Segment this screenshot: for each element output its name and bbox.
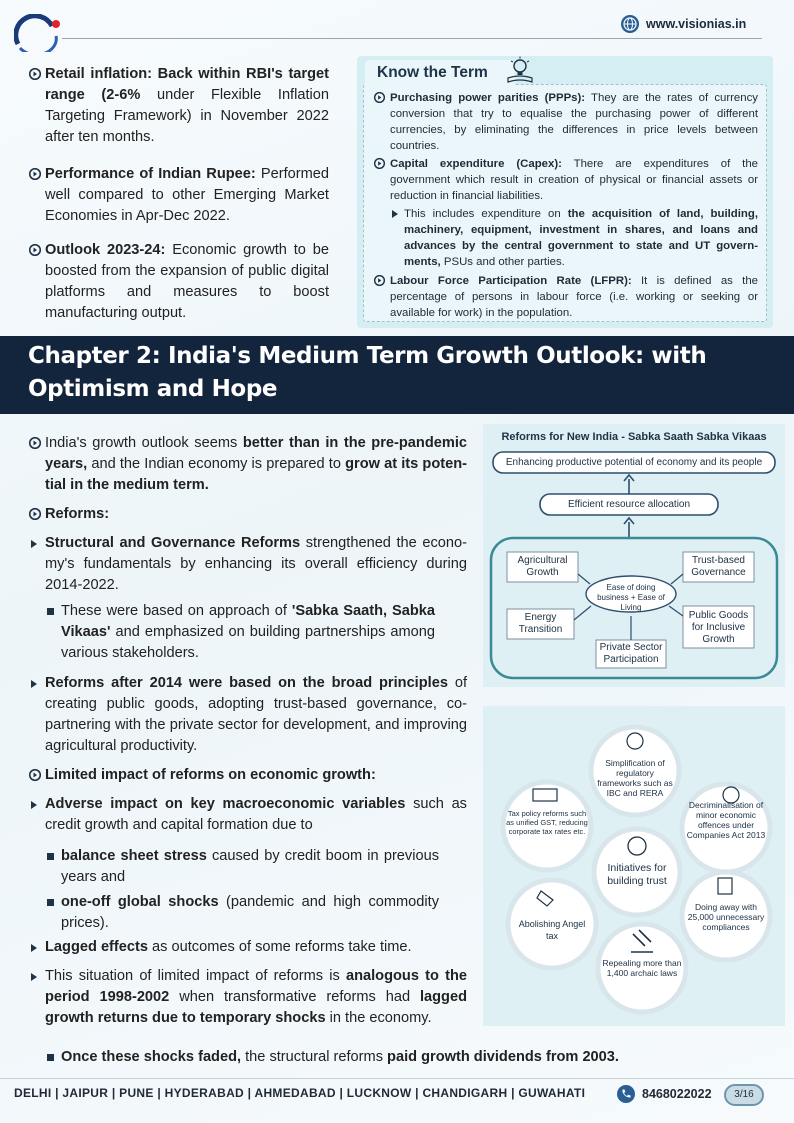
term-capex	[374, 156, 758, 204]
reforms-middle-box: Efficient resource allocation	[567, 499, 691, 510]
adverse-impact-item: Adverse impact on key macroeconomic variables such as credit growth and capital formation due to	[29, 794, 467, 836]
circle-arrow-icon	[29, 168, 41, 180]
circle-arrow-icon	[29, 769, 41, 781]
know-the-term-title: Know the Term	[365, 60, 515, 87]
header-rule	[62, 38, 762, 39]
balance-sheet-item: balance sheet stress caused by credit boom in previous years and	[45, 846, 439, 888]
node-private-sector: Private Sector Participation	[599, 642, 663, 665]
triangle-bullet-icon	[31, 540, 37, 548]
triangle-bullet-icon	[31, 944, 37, 952]
bullet-retail-inflation	[29, 64, 329, 148]
global-shocks-item: one-off global shocks (pandemic and high commodity prices).	[45, 892, 439, 934]
circle-arrow-icon	[374, 275, 385, 286]
visionias-logo	[14, 14, 64, 52]
term-capex-sub	[390, 206, 758, 270]
initiatives-center: Initiatives for building trust	[607, 862, 667, 887]
node-agricultural-growth: Agricultural Growth	[517, 555, 568, 578]
node-public-goods: Public Goods for Inclusive Growth	[688, 610, 749, 645]
outlook-text: Economic growth to be boosted from the expansion of public digital platforms and measures to boost manufacturing output.	[45, 242, 329, 321]
limited-impact-heading: Limited impact of reforms on economic growth:	[29, 765, 467, 786]
initiative-compliances: Doing away with 25,000 unnecessary compliances	[687, 902, 765, 932]
circle-arrow-icon	[29, 508, 41, 520]
node-trust-governance: Trust-based Governance	[691, 555, 746, 578]
footer-rule	[0, 1078, 794, 1079]
capex-sub-bold: the acquisition of land, building, machinery, equipment, investment in shares, and loans and advances by the central government to state and UT govern-ments,	[404, 208, 758, 268]
triangle-bullet-icon	[392, 210, 398, 218]
capex-sub-pre: This includes expenditure on	[404, 208, 568, 220]
term-lfpr-text: It is defined as the percentage of persons in labour force (i.e. working or seeking or available for work) in the population.	[390, 275, 758, 319]
square-bullet-icon	[47, 899, 54, 906]
retail-inflation-label: Retail inflation: Back within RBI's target range (2-6%	[45, 66, 329, 103]
footer-cities: DELHI | JAIPUR | PUNE | HYDERABAD | AHMEDABAD | LUCKNOW | CHANDIGARH | GUWAHATI	[14, 1086, 586, 1100]
term-lfpr-label: Labour Force Participation Rate (LFPR):	[390, 275, 632, 287]
square-bullet-icon	[47, 608, 54, 615]
circle-arrow-icon	[29, 244, 41, 256]
indian-rupee-text: Performed well compared to other Emerging Market Economies in Apr-Dec 2022.	[45, 166, 330, 224]
lightbulb-book-icon	[505, 56, 535, 84]
structural-reforms-item: Structural and Governance Reforms strengthened the econo-my's fundamentals by enhancing its overall efficiency during 2014-2022.	[29, 533, 467, 596]
chapter-title: Chapter 2: India's Medium Term Growth Outlook: with Optimism and Hope	[28, 343, 707, 402]
circle-arrow-icon	[29, 68, 41, 80]
initiative-decriminalisation: Decriminalisation of minor economic offences under Companies Act 2013	[686, 800, 766, 840]
reforms-heading: Reforms:	[29, 504, 467, 525]
circle-arrow-icon	[374, 92, 385, 103]
reforms-diagram	[483, 424, 785, 687]
indian-rupee-label: Performance of Indian Rupee:	[45, 166, 256, 182]
term-capex-text: There are expenditures of the government which result in creation of physical or financial assets or reduction in financial liabilities.	[390, 158, 758, 202]
square-bullet-icon	[47, 1054, 54, 1061]
lagged-effects-item: Lagged effects as outcomes of some reforms take time.	[29, 937, 467, 958]
triangle-bullet-icon	[31, 973, 37, 981]
square-bullet-icon	[47, 853, 54, 860]
outlook-label: Outlook 2023-24:	[45, 242, 166, 258]
circle-arrow-icon	[374, 158, 385, 169]
term-ppp-label: Purchasing power parities (PPPs):	[390, 92, 586, 104]
phone-number: 8468022022	[642, 1087, 712, 1101]
growth-outlook-bullet: India's growth outlook seems better than in the pre-pandemic years, and the Indian economy is prepared to grow at its poten-tial in the medium term.	[29, 433, 467, 496]
bullet-indian-rupee	[29, 164, 329, 227]
analogous-period-item: This situation of limited impact of reforms is analogous to the period 1998-2002 when transformative reforms had lagged growth returns due to temporary shocks in the economy.	[29, 966, 467, 1029]
initiative-simplification: Simplification of regulatory frameworks such as IBC and RERA	[597, 758, 673, 798]
term-capex-label: Capital expenditure (Capex):	[390, 158, 562, 170]
reforms-diagram-title: Reforms for New India - Sabka Saath Sabka Vikaas	[501, 431, 767, 443]
capex-sub-rest: PSUs and other parties.	[440, 256, 565, 268]
website-text: www.visionias.in	[646, 17, 747, 31]
initiative-archaic-laws: Repealing more than 1,400 archaic laws	[602, 958, 682, 978]
circle-arrow-icon	[29, 437, 41, 449]
shocks-faded-item: Once these shocks faded, the structural reforms paid growth dividends from 2003.	[45, 1047, 645, 1068]
initiative-tax-reforms: Tax policy reforms such as unified GST, reducing corporate tax rates etc.	[506, 809, 588, 836]
reforms-top-box: Enhancing productive potential of economy and its people	[505, 457, 763, 468]
term-lfpr	[374, 273, 758, 321]
initiatives-diagram	[483, 706, 785, 1026]
initiative-angel-tax: Abolishing Angel tax	[518, 919, 586, 941]
page-number-badge: 3/16	[724, 1084, 764, 1106]
term-ppp-text: They are the rates of currency conversion that try to equalise the purchasing power of different currencies, by eliminating the differences in price levels between countries.	[390, 92, 758, 152]
phone-icon	[616, 1084, 636, 1104]
globe-icon	[620, 14, 640, 34]
bullet-outlook	[29, 240, 329, 324]
triangle-bullet-icon	[31, 680, 37, 688]
reforms-center-ellipse: Ease of doing business + Ease of Living	[597, 583, 665, 612]
sabka-saath-item: These were based on approach of 'Sabka Saath, Sabka Vikaas' and emphasized on building partnerships among various stakeholders.	[45, 601, 435, 664]
reforms-after-2014-item: Reforms after 2014 were based on the broad principles of creating public goods, adopting trust-based governance, co-partnering with the private sector for development, and improving agricultural productivity.	[29, 673, 467, 757]
term-ppp	[374, 90, 758, 154]
retail-inflation-text: under Flexible Inflation Targeting Framework) in November 2022 after ten months.	[45, 87, 329, 145]
footer-phone[interactable]	[616, 1084, 712, 1104]
node-energy-transition: Energy Transition	[518, 612, 563, 635]
triangle-bullet-icon	[31, 801, 37, 809]
website-link[interactable]	[620, 10, 746, 38]
